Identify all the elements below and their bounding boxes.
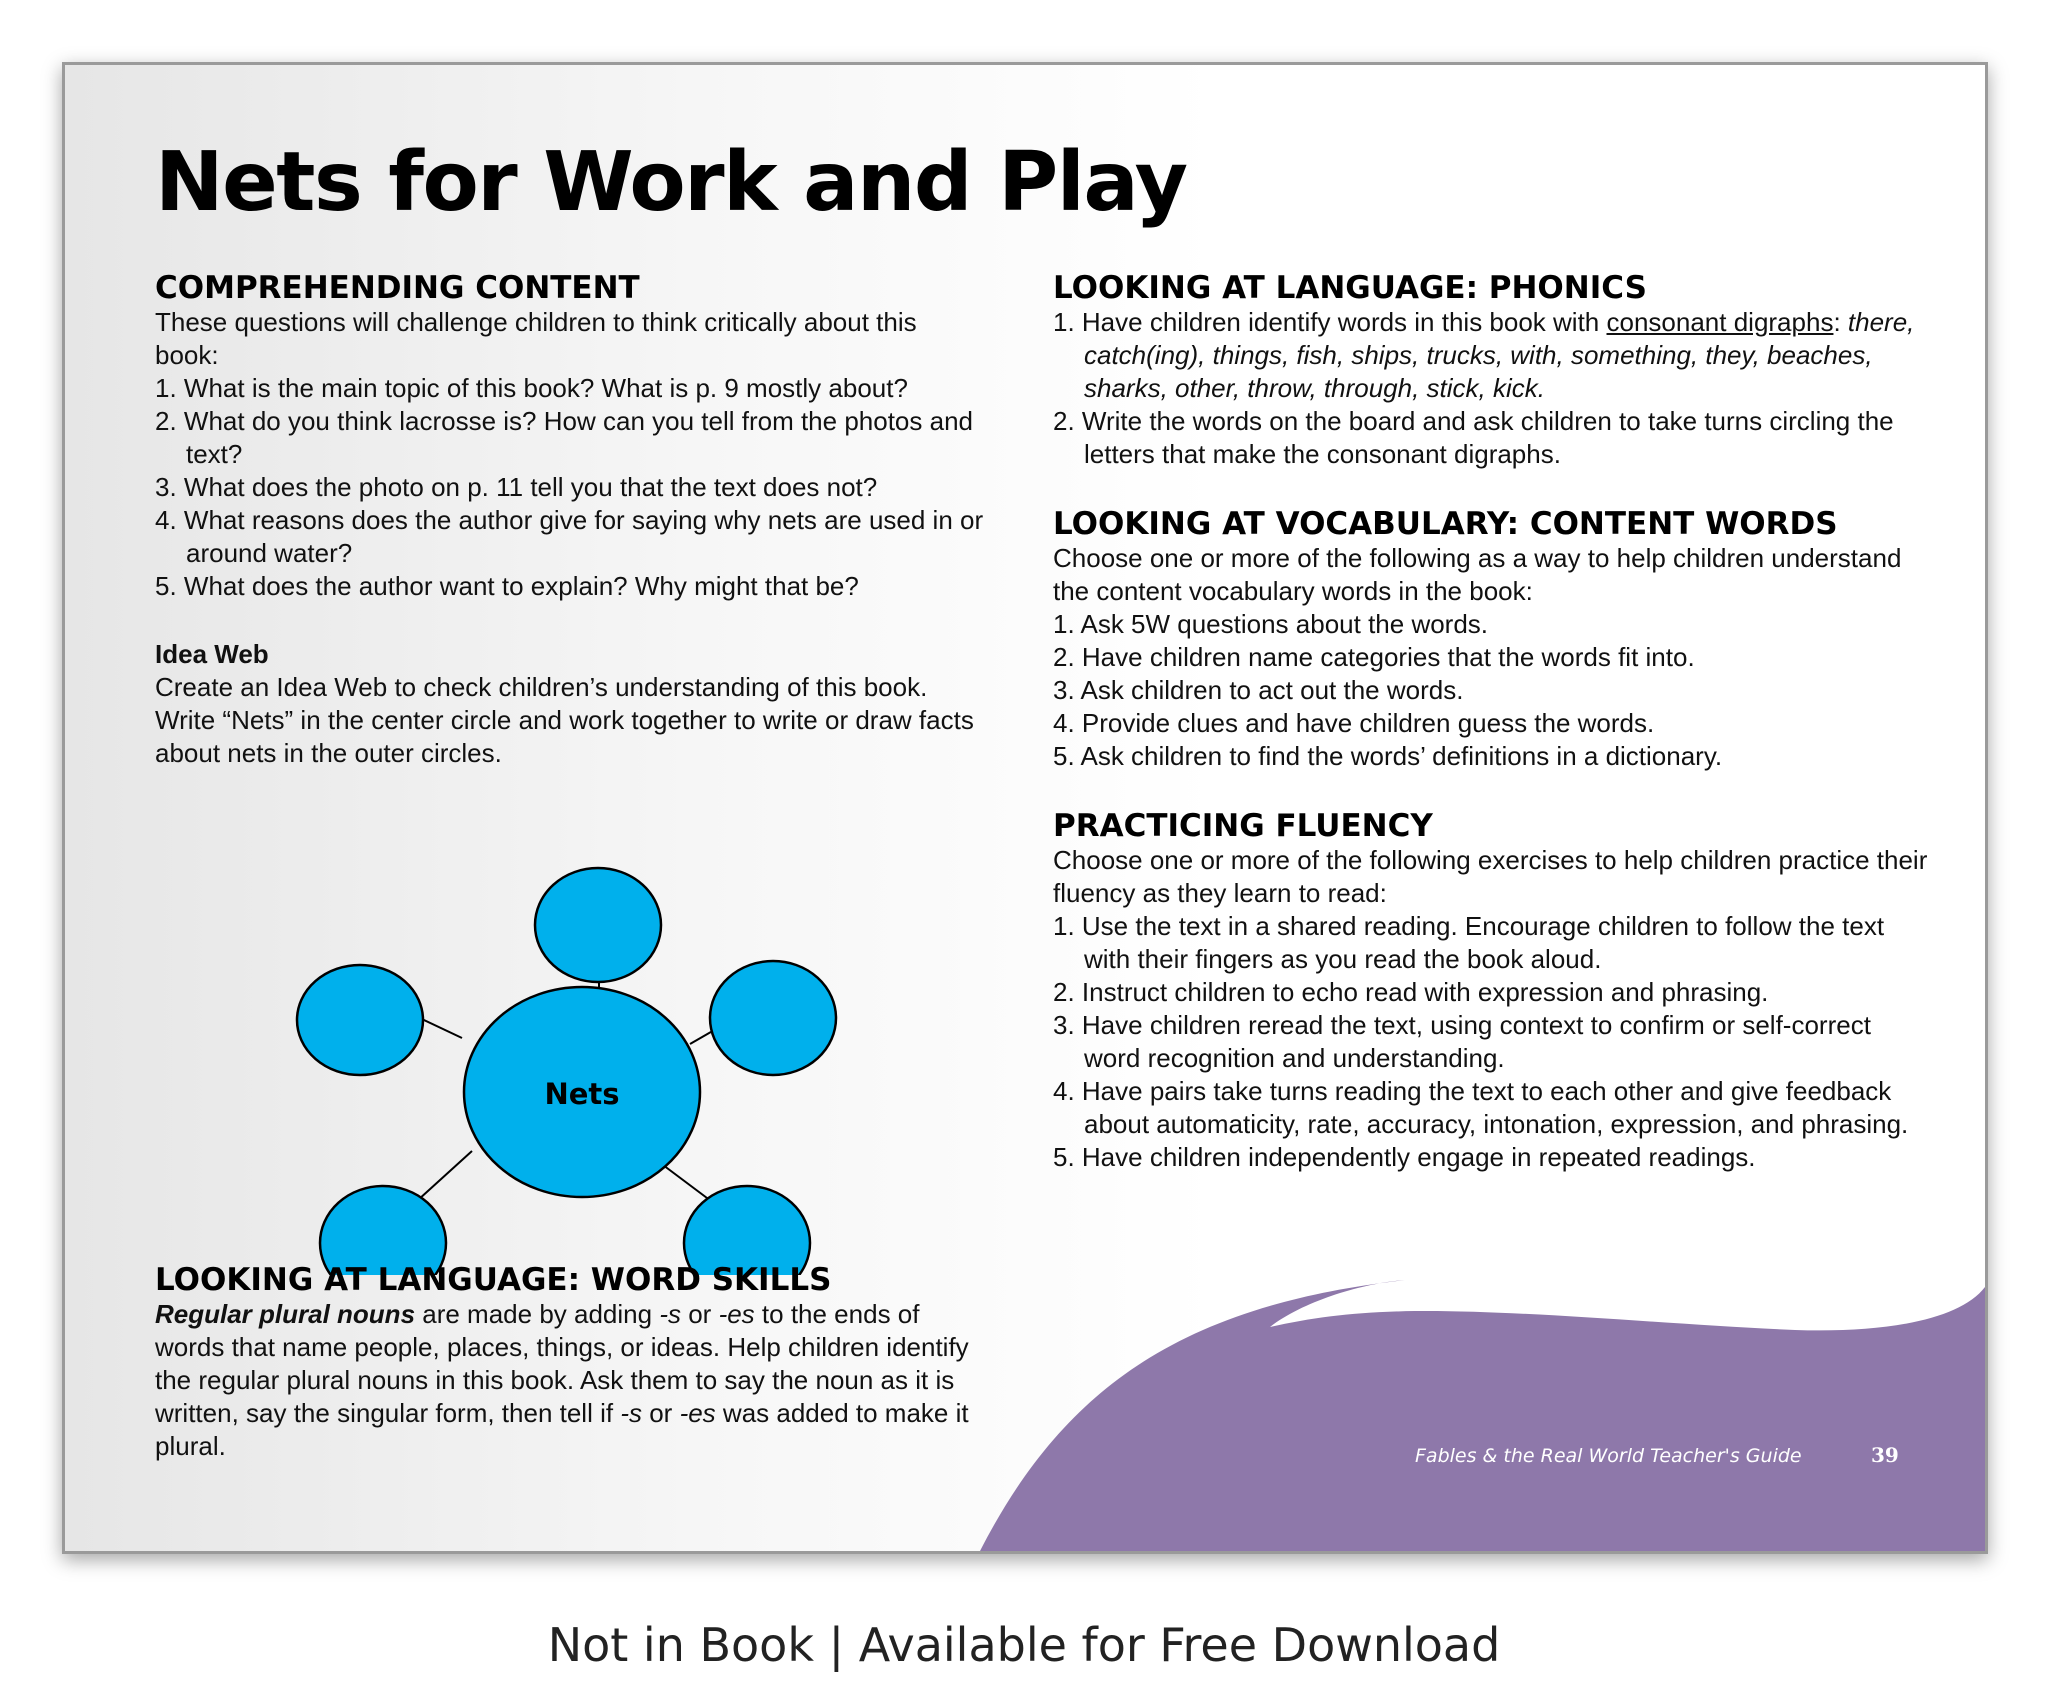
comprehending-heading: COMPREHENDING CONTENT bbox=[155, 270, 640, 306]
fluency-section bbox=[1053, 808, 1933, 1174]
vocabulary-section bbox=[1053, 506, 1933, 773]
idea-web-instructions: Create an Idea Web to check children’s understanding of this book. Write “Nets” in the center circle and work together to write or draw facts about nets in the outer circles. bbox=[155, 672, 974, 768]
list-item: 1. What is the main topic of this book? What is p. 9 mostly about? bbox=[155, 373, 908, 403]
list-item: 2. Write the words on the board and ask children to take turns circling the letters that make the consonant digraphs. bbox=[1053, 406, 1894, 469]
list-item: 1. Use the text in a shared reading. Encourage children to follow the text with their fingers as you read the book aloud. bbox=[1053, 911, 1885, 974]
list-item: 3. Ask children to act out the words. bbox=[1053, 675, 1464, 705]
idea-web-diagram bbox=[290, 795, 890, 1275]
wave-shape bbox=[980, 1280, 1985, 1551]
web-connector bbox=[663, 1165, 711, 1201]
outer-circle-upper-left bbox=[297, 965, 423, 1075]
phonics-list bbox=[1053, 306, 1933, 471]
fluency-heading: PRACTICING FLUENCY bbox=[1053, 808, 1433, 844]
suffix-s: -s bbox=[659, 1299, 681, 1329]
list-item: 4. Have pairs take turns reading the text to each other and give feedback about automaticity, rate, accuracy, intonation, expression, and phrasing. bbox=[1053, 1076, 1909, 1139]
list-item: 3. What does the photo on p. 11 tell you that the text does not? bbox=[155, 472, 878, 502]
list-item: 4. Provide clues and have children guess the words. bbox=[1053, 708, 1655, 738]
page-title: Nets for Work and Play bbox=[155, 135, 1187, 230]
list-item: 3. Have children reread the text, using context to confirm or self-correct word recognition and understanding. bbox=[1053, 1010, 1871, 1073]
idea-web-section bbox=[155, 638, 985, 770]
worksheet-page bbox=[62, 62, 1988, 1554]
text-run: was added to make it plural. bbox=[155, 1398, 969, 1461]
word-skills-paragraph bbox=[155, 1298, 985, 1463]
comprehending-content-section bbox=[155, 270, 985, 603]
vocabulary-list bbox=[1053, 608, 1933, 773]
idea-web-heading: Idea Web bbox=[155, 639, 269, 669]
word-skills-heading: LOOKING AT LANGUAGE: WORD SKILLS bbox=[155, 1262, 832, 1298]
center-circle-label: Nets bbox=[544, 1077, 620, 1111]
list-item: 2. Instruct children to echo read with expression and phrasing. bbox=[1053, 977, 1769, 1007]
list-item: 1. Ask 5W questions about the words. bbox=[1053, 609, 1489, 639]
text-run: to the ends of words that name people, places, things, or ideas. Help children identify the regular plural nouns in this book. Ask them to say the noun as it is written, say the singular form, then tell if bbox=[155, 1299, 969, 1428]
outer-circle-upper-right bbox=[710, 961, 836, 1075]
text-run: are made by adding bbox=[415, 1299, 660, 1329]
footer-book-title: Fables & the Real World Teacher's Guide bbox=[1415, 1445, 1802, 1467]
suffix-es: -es bbox=[679, 1398, 716, 1428]
phonics-section bbox=[1053, 270, 1933, 471]
right-column bbox=[1053, 270, 1933, 1174]
download-banner: Not in Book | Available for Free Download bbox=[547, 1618, 1501, 1672]
list-item: 5. What does the author want to explain? Why might that be? bbox=[155, 571, 859, 601]
outer-circle-top bbox=[535, 868, 661, 982]
text-run: 1. Have children identify words in this book with bbox=[1053, 307, 1607, 337]
word-skills-section bbox=[155, 1262, 985, 1463]
list-item: 5. Have children independently engage in repeated readings. bbox=[1053, 1142, 1756, 1172]
text-run: or bbox=[680, 1299, 719, 1329]
page-number: 39 bbox=[1871, 1443, 1899, 1467]
comprehending-intro: These questions will challenge children to think critically about this book: bbox=[155, 307, 917, 370]
fluency-list bbox=[1053, 910, 1933, 1174]
digraph-word-list: there, catch(ing), things, fish, ships, trucks, with, something, they, beaches, sharks, other, throw, through, stick, kick. bbox=[1084, 307, 1915, 403]
comprehension-question-list bbox=[155, 372, 985, 603]
text-run: : bbox=[1833, 307, 1848, 337]
list-item: 2. What do you think lacrosse is? How can you tell from the photos and text? bbox=[155, 406, 973, 469]
list-item: 5. Ask children to find the words’ definitions in a dictionary. bbox=[1053, 741, 1723, 771]
vocabulary-intro: Choose one or more of the following as a way to help children understand the content vocabulary words in the book: bbox=[1053, 543, 1902, 606]
phonics-heading: LOOKING AT LANGUAGE: PHONICS bbox=[1053, 270, 1647, 306]
text-run: or bbox=[641, 1398, 680, 1428]
consonant-digraphs-term: consonant digraphs bbox=[1606, 307, 1834, 337]
vocabulary-heading: LOOKING AT VOCABULARY: CONTENT WORDS bbox=[1053, 506, 1838, 542]
plural-nouns-term: Regular plural nouns bbox=[155, 1299, 416, 1329]
list-item bbox=[1053, 306, 1933, 405]
list-item: 4. What reasons does the author give for saying why nets are used in or around water? bbox=[155, 505, 984, 568]
suffix-es: -es bbox=[718, 1299, 755, 1329]
left-column bbox=[155, 270, 985, 770]
fluency-intro: Choose one or more of the following exercises to help children practice their fluency as they learn to read: bbox=[1053, 845, 1928, 908]
suffix-s: -s bbox=[620, 1398, 642, 1428]
list-item: 2. Have children name categories that the words fit into. bbox=[1053, 642, 1695, 672]
